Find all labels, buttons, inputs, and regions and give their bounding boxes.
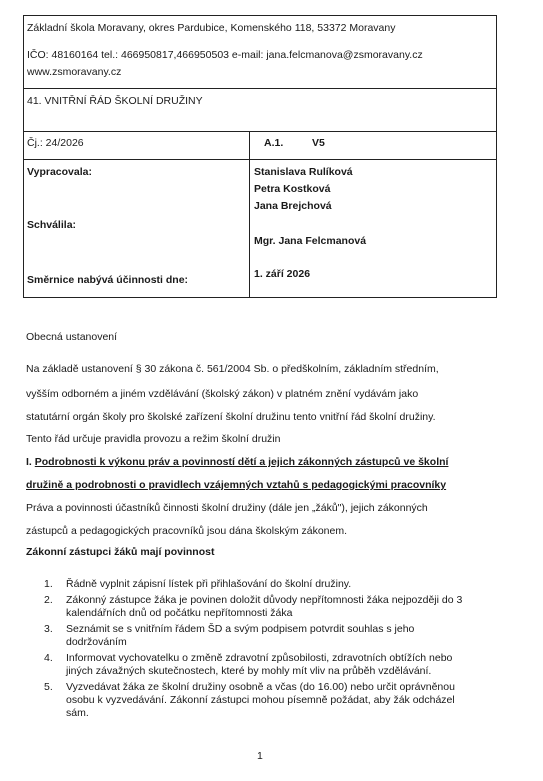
chapter-title-line: Podrobnosti k výkonu práv a povinností dětí a jejich zákonných zástupců ve školní — [34, 456, 449, 468]
prepared-by-label: Vypracovala: — [27, 166, 92, 178]
list-text: Informovat vychovatelku o změně zdravotní způsobilosti, zdravotních obtížích nebo — [66, 652, 453, 664]
author-name: Stanislava Rulíková — [254, 166, 353, 178]
effective-label: Směrnice nabývá účinnosti dne: — [27, 274, 189, 286]
header-divider — [23, 88, 497, 89]
intro-line: Na základě ustanovení § 30 zákona č. 561/2004 Sb. o předškolním, základním středním, — [26, 363, 439, 375]
duties-heading: Zákonní zástupci žáků mají povinnost — [26, 546, 215, 558]
header-divider — [23, 159, 497, 160]
list-number: 1. — [44, 578, 53, 590]
list-item — [44, 578, 504, 591]
list-text: Řádně vyplnit zápisní lístek při přihlašování do školní družiny. — [66, 578, 352, 590]
duties-list — [44, 578, 504, 720]
effective-date: 1. září 2026 — [254, 268, 311, 280]
chapter-prefix: I. — [26, 456, 35, 468]
approver-name: Mgr. Jana Felcmanová — [254, 235, 367, 247]
rights-line: Práva a povinnosti účastníků činnosti školní družiny (dále jen „žáků"), jejich zákonných — [26, 502, 428, 514]
reference-number: Čj.: 24/2026 — [27, 137, 84, 149]
intro-line: Tento řád určuje pravidla provozu a režim školní družin — [26, 433, 281, 445]
author-name: Petra Kostková — [254, 183, 331, 195]
list-number: 4. — [44, 652, 53, 664]
list-text: sám. — [66, 707, 89, 719]
list-number: 2. — [44, 594, 53, 606]
list-number: 3. — [44, 623, 53, 635]
version-label: V5 — [312, 137, 325, 149]
list-item — [44, 681, 504, 720]
section-heading: Obecná ustanovení — [26, 331, 118, 343]
intro-line: vyšším odborném a jiném vzdělávání (školský zákon) v platném znění vydávám jako — [26, 388, 419, 400]
list-text: jiných závažných skutečnostech, které by mohly mít vliv na průběh vzdělávání. — [66, 665, 432, 677]
list-item — [44, 652, 504, 678]
school-name: Základní škola Moravany, okres Pardubice, Komenského 118, 53372 Moravany — [27, 22, 396, 34]
list-text: osobu k vyzvedávání. Zákonní zástupci mohou písemně požádat, aby žák odcházel — [66, 694, 455, 706]
list-text: dodržováním — [66, 636, 127, 648]
list-text: Zákonný zástupce žáka je povinen doložit důvody nepřítomnosti žáka nejpozději do 3 — [66, 594, 463, 606]
list-number: 5. — [44, 681, 53, 693]
shelf-code: A.1. — [264, 137, 284, 149]
rights-line: zástupců a pedagogických pracovníků jsou dána školským zákonem. — [26, 525, 348, 537]
chapter-title-line: družině a podrobnosti o pravidlech vzájemných vztahů s pedagogickými pracovníky — [26, 479, 447, 491]
school-website: www.zsmoravany.cz — [27, 66, 122, 78]
intro-line: statutární orgán školy pro školské zařízení školní družinu tento vnitřní řád školní družiny. — [26, 411, 436, 423]
document-title: 41. VNITŘNÍ ŘÁD ŠKOLNÍ DRUŽINY — [27, 95, 203, 107]
approved-label: Schválila: — [27, 219, 77, 231]
author-name: Jana Brejchová — [254, 200, 332, 212]
chapter-heading — [26, 456, 496, 468]
list-text: Seznámit se s vnitřním řádem ŠD a svým podpisem potvrdit souhlas s jeho — [66, 623, 415, 635]
list-item — [44, 623, 504, 649]
list-text: kalendářních dnů od počátku nepřítomnosti žáka — [66, 607, 293, 619]
page-number: 1 — [257, 750, 263, 762]
list-text: Vyzvedávat žáka ze školní družiny osobně a včas (do 16.00) nebo určit oprávněnou — [66, 681, 455, 693]
school-contact: IČO: 48160164 tel.: 466950817,466950503 e-mail: jana.felcmanova@zsmoravany.cz — [27, 49, 423, 61]
header-column-divider — [249, 131, 250, 298]
header-divider — [23, 131, 497, 132]
list-item — [44, 594, 504, 620]
